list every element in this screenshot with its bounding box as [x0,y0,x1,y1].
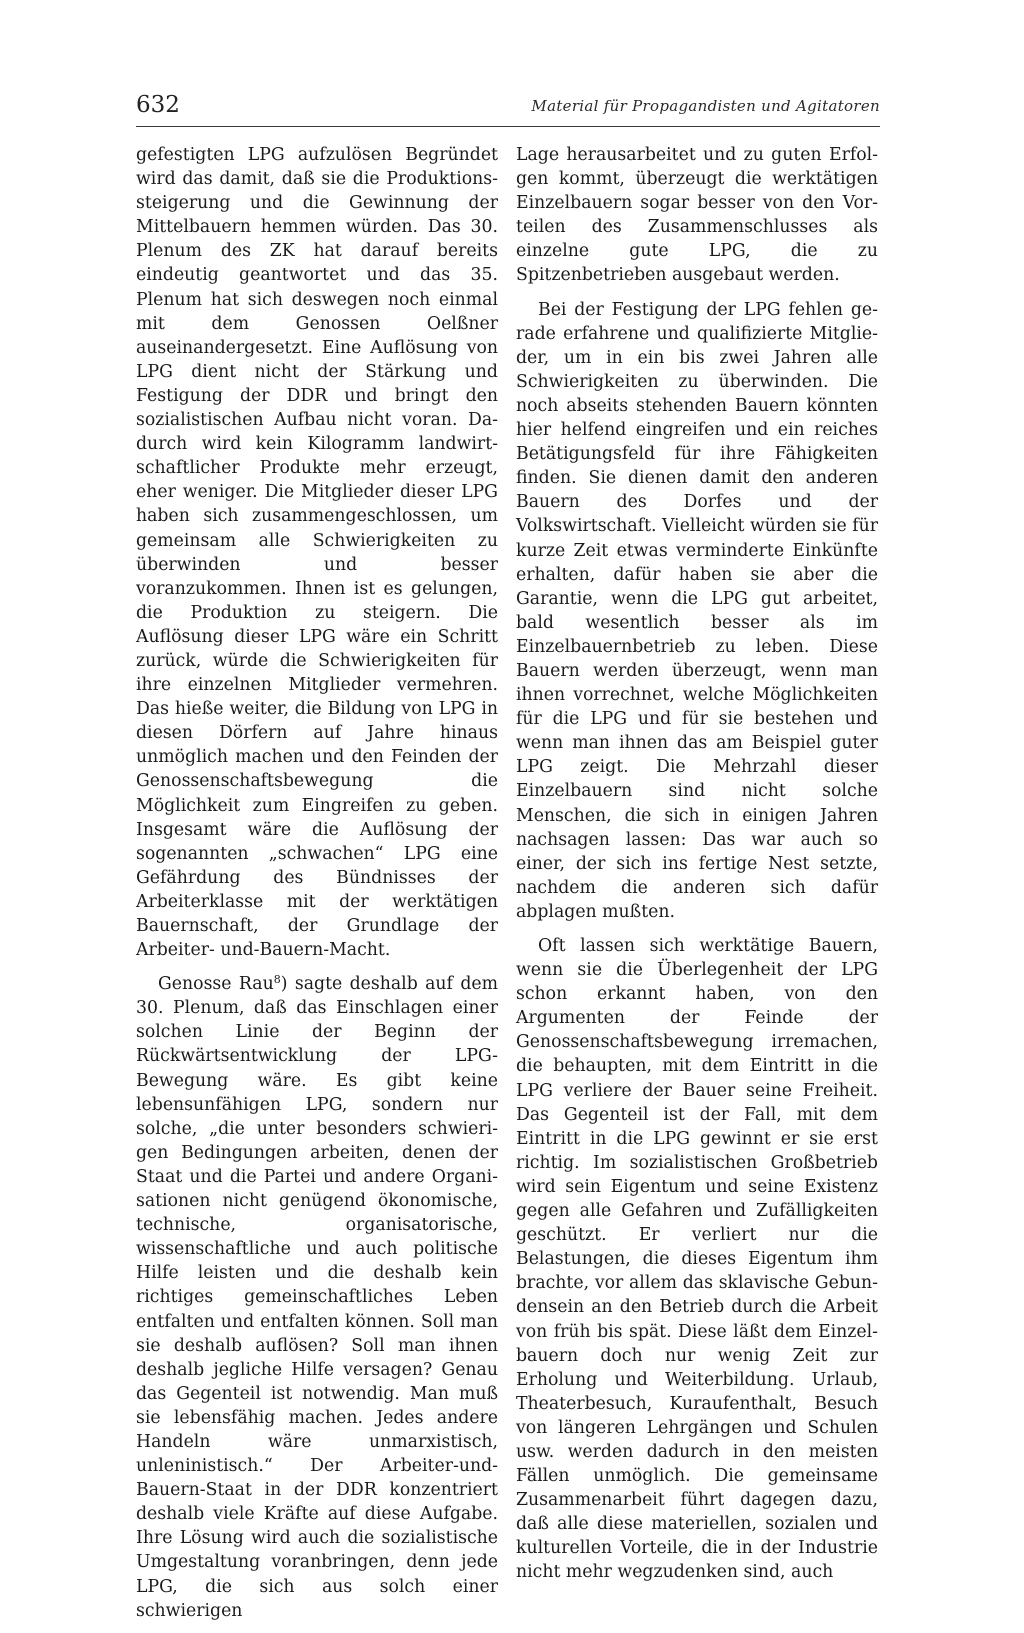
footnote-reference: 8 [273,973,281,987]
paragraph: gefestigten LPG aufzulösen Begründet wird das damit, daß sie die Produktionssteigerung und die Gewinnung der Mittelbauern hemmen würden. Das 30. Plenum des ZK hat darauf bereits eindeutig geantwortet und das 35. Plenum hat sich deswegen noch einmal mit dem Genossen Oelßner auseinandergesetzt. Eine Auflösung von LPG dient nicht der Stärkung und Festigung der DDR und bringt den sozialistischen Aufbau nicht voran. Dadurch wird kein Kilogramm landwirtschaftlicher Produkte mehr erzeugt, eher weniger. Die Mitglieder dieser LPG haben sich zusammengeschlossen, um gemeinsam alle Schwierigkeiten zu überwinden und besser voranzukommen. Ihnen ist es gelungen, die Produktion zu steigern. Die Auflösung dieser LPG wäre ein Schritt zurück, würde die Schwierigkeiten für ihre einzelnen Mitglieder vermehren. Das hieße weiter, die Bildung von LPG in diesen Dörfern auf Jahre hinaus unmöglich machen und den Feinden der Genossenschaftsbewegung die Möglichkeit zum Eingreifen zu geben. Insgesamt wäre die Auflösung der sogenannten „schwachen“ LPG eine Gefährdung des Bündnisses der Arbeiterklasse mit der werktätigen Bauernschaft, der Grundlage der Arbeiter- und-Bauern-Macht. [136,145,498,961]
paragraph-text: Genosse Rau [158,974,274,995]
paragraph-text: ) sagte deshalb auf dem 30. Plenum, daß das Einschlagen einer solchen Linie der Beginn der Rückwärtsentwicklung der LPG-Bewegung wäre. Es gibt keine lebensunfähigen LPG, sondern nur solche, „die unter besonders schwierigen Bedingungen arbeiten, denen der Staat und die Partei und andere Organisationen nicht genügend ökonomische, technische, organisatorische, wissenschaftliche und auch politische Hilfe leisten und die deshalb kein richtiges gemeinschaftliches Leben entfalten und entfalten können. Soll man sie deshalb auflösen? Soll man ihnen deshalb jegliche Hilfe versagen? Genau das Gegenteil ist notwendig. Man muß sie lebensfähig machen. Jedes andere Handeln wäre unmarxistisch, unleninistisch.“ Der Arbeiter-und-Bauern-Staat in der DDR konzentriert deshalb viele Kräfte auf diese Aufgabe. Ihre Lösung wird auch die sozialistische Umgestaltung voranbringen, denn jede LPG, die sich aus solch einer schwierigen [136,974,498,1621]
paragraph [136,972,498,1623]
page-number: 632 [136,92,180,118]
paragraph: Bei der Festigung der LPG fehlen gerade erfahrene und qualifizierte Mitglieder, um in ein bis zwei Jahren alle Schwierigkeiten zu überwinden. Die noch abseits stehenden Bauern könnten hier helfend eingreifen und ein reiches Betätigungsfeld für ihre Fähigkeiten finden. Sie dienen damit den anderen Bauern des Dorfes und der Volkswirtschaft. Vielleicht würden sie für kurze Zeit etwas verminderte Einkünfte erhalten, dafür haben sie aber die Garantie, wenn die LPG gut arbeitet, bald wesentlich besser als im Einzelbauernbetrieb zu leben. Diese Bauern werden überzeugt, wenn man ihnen vorrechnet, welche Möglichkeiten für die LPG und für sie bestehen und wenn man ihnen das am Beispiel guter LPG zeigt. Die Mehrzahl dieser Einzelbauern sind nicht solche Menschen, die sich in einigen Jahren nachsagen lassen: Das war auch so einer, der sich ins fertige Nest setzte, nachdem die anderen sich dafür abplagen mußten. [516,299,878,922]
left-column [136,143,498,1633]
paragraph: Oft lassen sich werktätige Bauern, wenn sie die Überlegenheit der LPG schon erkannt haben, von den Argumenten der Feinde der Genossenschaftsbewegung irremachen, die behaupten, mit dem Eintritt in die LPG verliere der Bauer seine Freiheit. Das Gegenteil ist der Fall, mit dem Eintritt in die LPG gewinnt er sie erst richtig. Im sozialistischen Großbetrieb wird sein Eigentum und seine Existenz gegen alle Gefahren und Zufälligkeiten geschützt. Er verliert nur die Belastungen, die dieses Eigentum ihm brachte, vor allem das sklavische Gebundensein an den Betrieb durch die Arbeit von früh bis spät. Diese läßt dem Einzelbauern doch nur wenig Zeit zur Erholung und Weiterbildung. Urlaub, Theaterbesuch, Kuraufenthalt, Besuch von längeren Lehrgängen und Schulen usw. werden dadurch in den meisten Fällen unmöglich. Die gemeinsame Zusammenarbeit führt dagegen dazu, daß alle diese materiellen, sozialen und kulturellen Vorteile, die in der Industrie nicht mehr wegzudenken sind, auch [516,936,878,1583]
running-title: Material für Propagandisten und Agitatoren [531,97,880,115]
paragraph: Lage herausarbeitet und zu guten Erfolgen kommt, überzeugt die werktätigen Einzelbauern sogar besser von den Vorteilen des Zusammenschlusses als einzelne gute LPG, die zu Spitzenbetrieben ausgebaut werden. [516,145,878,286]
right-column [516,143,878,1595]
page-header [136,92,880,127]
